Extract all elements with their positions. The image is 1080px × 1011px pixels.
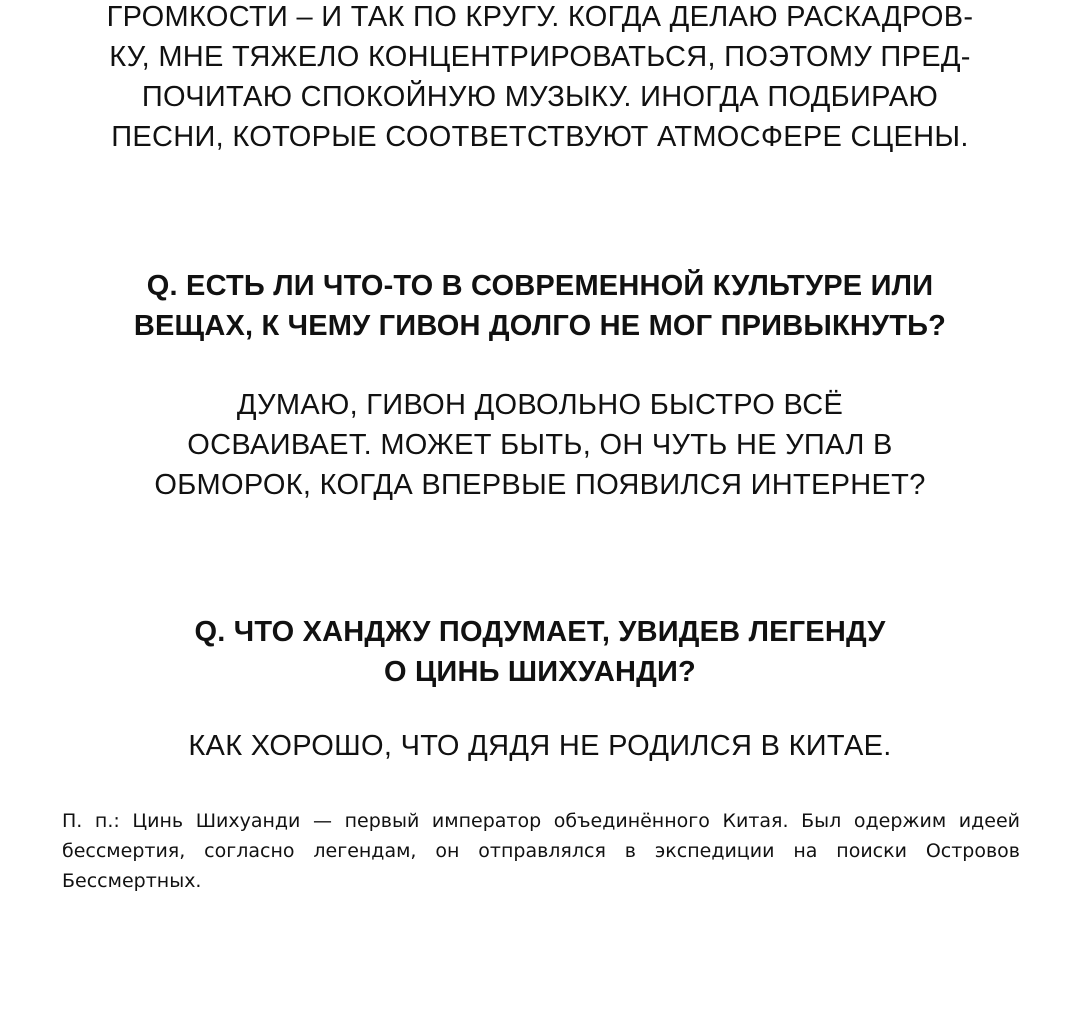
- text-line: ПОЧИТАЮ СПОКОЙНУЮ МУЗЫКУ. ИНОГДА ПОДБИРАЮ: [141, 81, 939, 113]
- question-line: ВЕЩАХ, К ЧЕМУ ГИВОН ДОЛГО НЕ МОГ ПРИВЫКНУТЬ?: [133, 310, 947, 342]
- answer-line: ОСВАИВАЕТ. МОЖЕТ БЫТЬ, ОН ЧУТЬ НЕ УПАЛ В: [187, 429, 893, 461]
- answer-line: ОБМОРОК, КОГДА ВПЕРВЫЕ ПОЯВИЛСЯ ИНТЕРНЕТ?: [154, 469, 926, 501]
- answer-1: [0, 385, 1080, 505]
- answer-line: ДУМАЮ, ГИВОН ДОВОЛЬНО БЫСТРО ВСЁ: [236, 389, 844, 421]
- answer-2: [0, 726, 1080, 766]
- question-line: Q. ЕСТЬ ЛИ ЧТО-ТО В СОВРЕМЕННОЙ КУЛЬТУРЕ ИЛИ: [146, 270, 934, 302]
- question-line: О ЦИНЬ ШИХУАНДИ?: [384, 656, 696, 688]
- intro-answer: [0, 0, 1080, 157]
- question-line: Q. ЧТО ХАНДЖУ ПОДУМАЕТ, УВИДЕВ ЛЕГЕНДУ: [194, 616, 886, 648]
- text-line: ПЕСНИ, КОТОРЫЕ СООТВЕТСТВУЮТ АТМОСФЕРЕ СЦЕНЫ.: [111, 121, 969, 153]
- text-line: КУ, МНЕ ТЯЖЕЛО КОНЦЕНТРИРОВАТЬСЯ, ПОЭТОМУ ПРЕД-: [109, 41, 971, 73]
- text-line: ГРОМКОСТИ – И ТАК ПО КРУГУ. КОГДА ДЕЛАЮ РАСКАДРОВ-: [106, 1, 974, 33]
- translator-note: П. п.: Цинь Шихуанди — первый император объединённого Китая. Был одержим идеей бессмертия, согласно легендам, он отправлялся в экспедиции на поиски Островов Бессмертных.: [62, 810, 1020, 892]
- question-2: [0, 612, 1080, 692]
- question-1: [0, 266, 1080, 346]
- answer-line: КАК ХОРОШО, ЧТО ДЯДЯ НЕ РОДИЛСЯ В КИТАЕ.: [188, 730, 892, 762]
